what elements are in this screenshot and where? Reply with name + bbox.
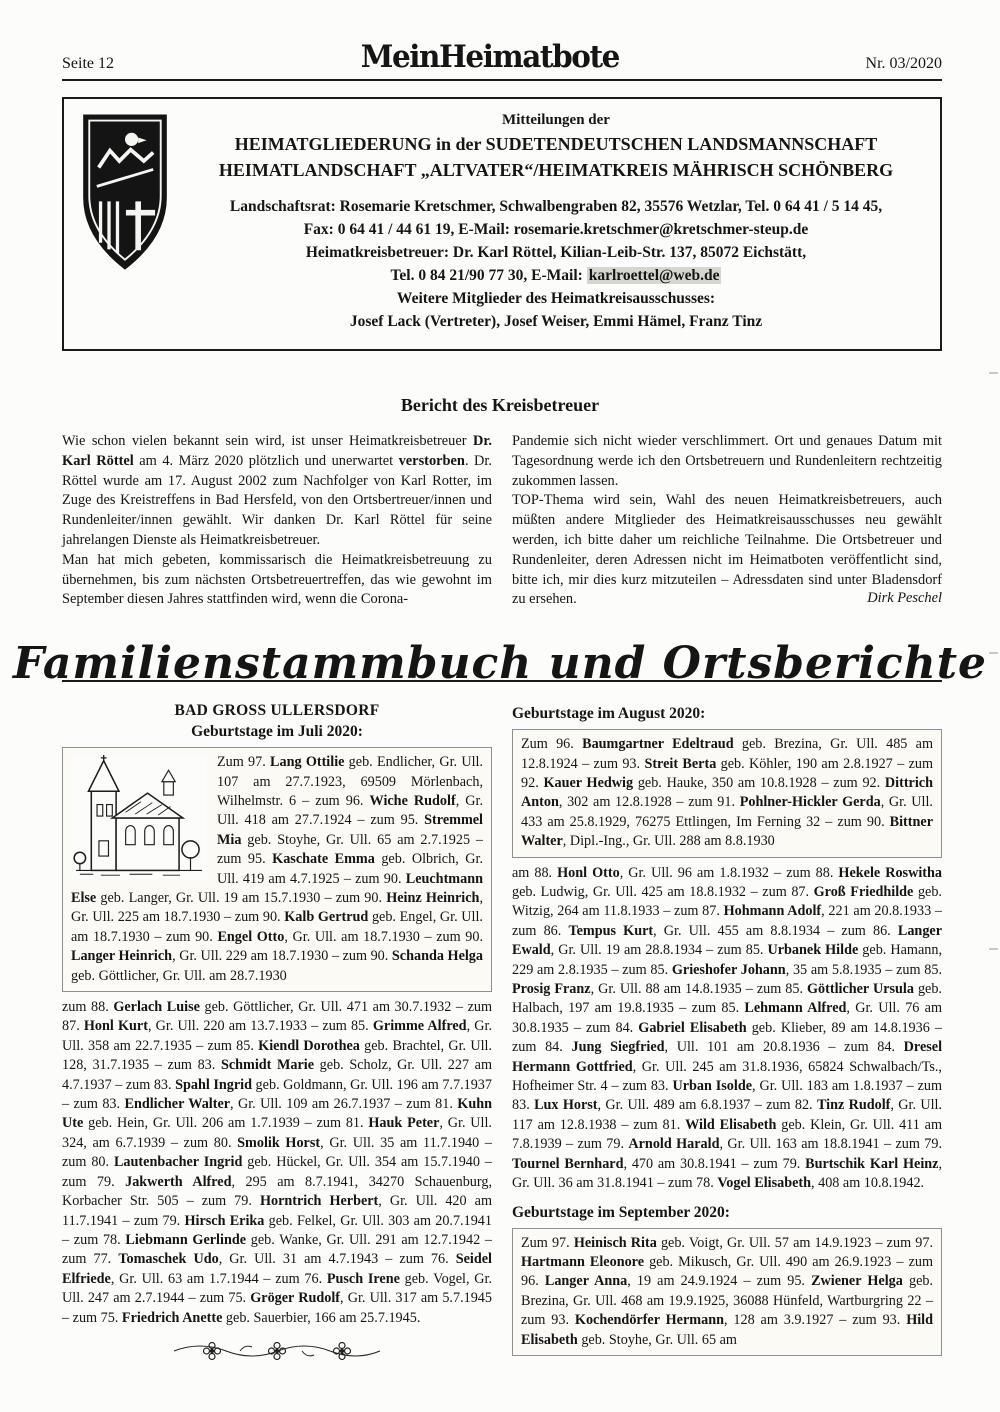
church-illustration bbox=[71, 755, 207, 879]
flower-garland-ornament bbox=[62, 1338, 492, 1369]
masthead-title: MeinHeimatbote bbox=[360, 39, 619, 75]
report-left-column bbox=[62, 432, 492, 610]
contact-line-tel-prefix: Tel. 0 84 21/90 77 30, E-Mail: bbox=[390, 267, 587, 284]
infobox-text bbox=[78, 109, 926, 333]
association-infobox bbox=[62, 97, 942, 351]
issue-number-label: Nr. 03/2020 bbox=[865, 55, 942, 72]
september-heading: Geburtstage im September 2020: bbox=[512, 1203, 730, 1221]
report-paragraph: TOP-Thema wird sein, Wahl des neuen Heimatkreisbetreuers, auch müßten andere Mitglieder des Heimatkreisausschusses neu gewählt werden, ich bitte daher um reichliche Teilnahme. Die Ortsbetreuer und Rundenleiter, deren Adressen nicht im Heimatboten veröffentlicht sind, bitte ich, mir dies kurz mitzuteilen – Adressdaten sind unter Bladensdorf zu ersehen. bbox=[512, 492, 942, 608]
family-left-column bbox=[62, 702, 492, 1369]
header-rule bbox=[62, 79, 942, 81]
september-birthdays-box: Zum 97. Heinisch Rita geb. Voigt, Gr. Ull. 57 am 14.9.1923 – zum 97. Hartmann Eleonore geb. Mikusch, Gr. Ull. 490 am 26.9.1923 – zum 96. Langer Anna, 19 am 24.9.1924 – zum 95. Zwiener Helga geb. Brezina, Gr. Ull. 468 am 19.9.1925, 36088 Hünfeld, Wartburgring 22 – zum 93. Kochendörfer Hermann, 128 am 3.9.1927 – zum 93. Hild Elisabeth geb. Stoyhe, Gr. Ull. 65 am bbox=[512, 1228, 942, 1356]
infobox-org-line2: HEIMATLANDSCHAFT „ALTVATER“/HEIMATKREIS MÄHRISCH SCHÖNBERG bbox=[218, 160, 894, 180]
contact-line-landschaftsrat: Landschaftsrat: Rosemarie Kretschmer, Schwalbengraben 82, 35576 Wetzlar, Tel. 0 64 41 / 5 14 45, bbox=[229, 198, 883, 215]
report-signature: Dirk Peschel bbox=[867, 590, 942, 607]
email-highlight: karlroettel@web.de bbox=[588, 267, 720, 284]
family-section-heading: Familienstammbuch und Ortsberichte bbox=[12, 638, 988, 690]
page-number-label: Seite 12 bbox=[62, 55, 114, 72]
town-heading: BAD GROSS ULLERSDORF bbox=[174, 702, 380, 720]
report-paragraph: Pandemie sich nicht wieder verschlimmert. Ort und genaues Datum mit Tagesordnung werde ich den Ortsbetreuern und Rundenleitern rechtzeitig zukommen lassen. bbox=[512, 433, 942, 489]
infobox-contacts bbox=[186, 195, 926, 333]
page-header bbox=[0, 0, 1000, 79]
contact-line-heimatkreisbetreuer: Heimatkreisbetreuer: Dr. Karl Röttel, Kilian-Leib-Str. 137, 85072 Eichstätt, bbox=[305, 244, 807, 261]
july-birthdays-continued: zum 88. Gerlach Luise geb. Göttlicher, Gr. Ull. 471 am 30.7.1932 – zum 87. Honl Kurt, Gr. Ull. 220 am 13.7.1933 – zum 85. Grimme Alfred, Gr. Ull. 358 am 22.7.1935 – zum 85. Kiendl Dorothea geb. Brachtel, Gr. Ull. 128, 31.7.1935 – zum 83. Schmidt Marie geb. Scholz, Gr. Ull. 227 am 4.7.1937 – zum 83. Spahl Ingrid geb. Goldmann, Gr. Ull. 196 am 7.7.1937 – zum 83. Endlicher Walter, Gr. Ull. 109 am 26.7.1937 – zum 81. Kuhn Ute geb. Hein, Gr. Ull. 206 am 1.7.1939 – zum 81. Hauk Peter, Gr. Ull. 324, am 6.7.1939 – zum 80. Smolik Horst, Gr. Ull. 35 am 11.7.1940 – zum 80. Lautenbacher Ingrid geb. Hückel, Gr. Ull. 354 am 15.7.1940 – zum 79. Jakwerth Alfred, 295 am 8.7.1941, 34270 Schauenburg, Korbacher Str. 505 – zum 79. Horntrich Herbert, Gr. Ull. 420 am 11.7.1941 – zum 79. Hirsch Erika geb. Felkel, Gr. Ull. 303 am 20.7.1941 – zum 78. Liebmann Gerlinde geb. Wanke, Gr. Ull. 291 am 12.7.1942 – zum 77. Tomaschek Udo, Gr. Ull. 31 am 4.7.1943 – zum 76. Seidel Elfriede, Gr. Ull. 63 am 1.7.1944 – zum 76. Pusch Irene geb. Vogel, Gr. Ull. 247 am 2.7.1944 – zum 75. Gröger Rudolf, Gr. Ull. 317 am 5.7.1945 – zum 75. Friedrich Anette geb. Sauerbier, 166 am 25.7.1945. bbox=[62, 999, 493, 1326]
family-right-column bbox=[512, 702, 942, 1369]
report-body bbox=[62, 432, 942, 610]
family-section-body bbox=[62, 702, 942, 1369]
report-right-column bbox=[512, 432, 942, 610]
contact-line-tel-email bbox=[186, 264, 926, 287]
july-heading: Geburtstage im Juli 2020: bbox=[191, 723, 363, 741]
infobox-org-line1: HEIMATGLIEDERUNG in der SUDETENDEUTSCHEN LANDSMANNSCHAFT bbox=[234, 134, 878, 154]
infobox-intro: Mitteilungen der bbox=[502, 112, 610, 128]
august-birthdays-continued: am 88. Honl Otto, Gr. Ull. 96 am 1.8.1932 – zum 88. Hekele Roswitha geb. Ludwig, Gr. Ull. 425 am 18.8.1932 – zum 87. Groß Friedhilde geb. Witzig, 264 am 11.8.1933 – zum 87. Hohmann Adolf, 221 am 20.8.1933 – zum 86. Tempus Kurt, Gr. Ull. 455 am 8.8.1934 – zum 86. Langer Ewald, Gr. Ull. 19 am 28.8.1934 – zum 85. Urbanek Hilde geb. Hamann, 229 am 2.8.1935 – zum 85. Grieshofer Johann, 35 am 5.8.1935 – zum 85. Prosig Franz, Gr. Ull. 88 am 14.8.1935 – zum 85. Göttlicher Ursula geb. Halbach, 197 am 19.8.1935 – zum 85. Lehmann Alfred, Gr. Ull. 76 am 30.8.1935 – zum 84. Gabriel Elisabeth geb. Klieber, 89 am 14.8.1936 – zum 84. Jung Siegfried, Ull. 101 am 20.8.1936 – zum 84. Dresel Hermann Gottfried, Gr. Ull. 245 am 31.8.1936, 65824 Schwalbach/Ts., Hofheimer Str. 4 – zum 83. Urban Isolde, Gr. Ull. 183 am 1.8.1937 – zum 83. Lux Horst, Gr. Ull. 489 am 6.8.1937 – zum 82. Tinz Rudolf, Gr. Ull. 117 am 12.8.1938 – zum 81. Wild Elisabeth geb. Klein, Gr. Ull. 411 am 7.8.1939 – zum 79. Arnold Harald, Gr. Ull. 163 am 18.8.1941 – zum 79. Tournel Bernhard, 470 am 30.8.1941 – zum 79. Burtschik Karl Heinz, Gr. Ull. 36 am 31.8.1941 – zum 78. Vogel Elisabeth, 408 am 10.8.1942. bbox=[512, 864, 943, 1192]
contact-line-weitere-mitglieder: Weitere Mitglieder des Heimatkreisausschusses: bbox=[396, 290, 716, 307]
july-birthdays-boxed-text: Zum 97. Lang Ottilie geb. Endlicher, Gr. Ull. 107 am 27.7.1923, 69509 Mörlenbach, Wilhelmstr. 6 – zum 96. Wiche Rudolf, Gr. Ull. 418 am 27.7.1924 – zum 95. Stremmel Mia geb. Stoyhe, Gr. Ull. 65 am 2.7.1925 – zum 95. Kaschate Emma geb. Olbrich, Gr. Ull. 419 am 4.7.1925 – zum 90. Leuchtmann Else geb. Langer, Gr. Ull. 19 am 15.7.1930 – zum 90. Heinz Heinrich, Gr. Ull. 225 am 18.7.1930 – zum 90. Kalb Gertrud geb. Engel, Gr. Ull. am 18.7.1930 – zum 90. Engel Otto, Gr. Ull. am 18.7.1930 – zum 90. Langer Heinrich, Gr. Ull. 229 am 18.7.1930 – zum 90. Schanda Helga geb. Göttlicher, Gr. Ull. am 28.7.1930 bbox=[71, 754, 483, 984]
august-birthdays-box: Zum 96. Baumgartner Edeltraud geb. Brezina, Gr. Ull. 485 am 12.8.1924 – zum 93. Streit Berta geb. Köhler, 190 am 2.8.1927 – zum 92. Kauer Hedwig geb. Hauke, 350 am 10.8.1928 – zum 92. Dittrich Anton, 302 am 12.8.1928 – zum 91. Pohlner-Hickler Gerda, Gr. Ull. 433 am 25.8.1929, 76275 Ettlingen, Im Ferning 32 – zum 90. Bittner Walter, Dipl.-Ing., Gr. Ull. 288 am 8.8.1930 bbox=[512, 729, 942, 857]
report-title: Bericht des Kreisbetreuer bbox=[400, 395, 600, 415]
fold-mark bbox=[989, 372, 998, 374]
contact-line-fax-email: Fax: 0 64 41 / 44 61 19, E-Mail: rosemarie.kretschmer@kretschmer-steup.de bbox=[303, 221, 809, 238]
fold-mark bbox=[989, 948, 998, 950]
report-paragraph: Man hat mich gebeten, kommissarisch die Heimatkreisbetreuung zu übernehmen, bis zum nächsten Ortsbetreuertreffen, das wie gewohnt im September diesen Jahres stattfinden wird, wenn die Corona- bbox=[62, 551, 492, 608]
july-birthdays-box bbox=[62, 747, 492, 992]
crest-shield-icon bbox=[78, 109, 172, 275]
report-paragraph: Wie schon vielen bekannt sein wird, ist unser Heimatkreisbetreuer Dr. Karl Röttel am 4. März 2020 plötzlich und unerwartet verstorben. Dr. Röttel wurde am 17. August 2002 zum Nachfolger von Karl Rotter, im Zuge des Kreistreffens in Bad Hersfeld, von den Ortsbertreuer/innen und Rundenleiter/innen gewählt. Wir danken Dr. Karl Röttel für seine jahrelangen Dienste als Heimatkreisbetreuer. bbox=[62, 433, 492, 548]
contact-line-member-names: Josef Lack (Vertreter), Josef Weiser, Emmi Hämel, Franz Tinz bbox=[349, 313, 763, 330]
august-heading: Geburtstage im August 2020: bbox=[512, 705, 706, 723]
